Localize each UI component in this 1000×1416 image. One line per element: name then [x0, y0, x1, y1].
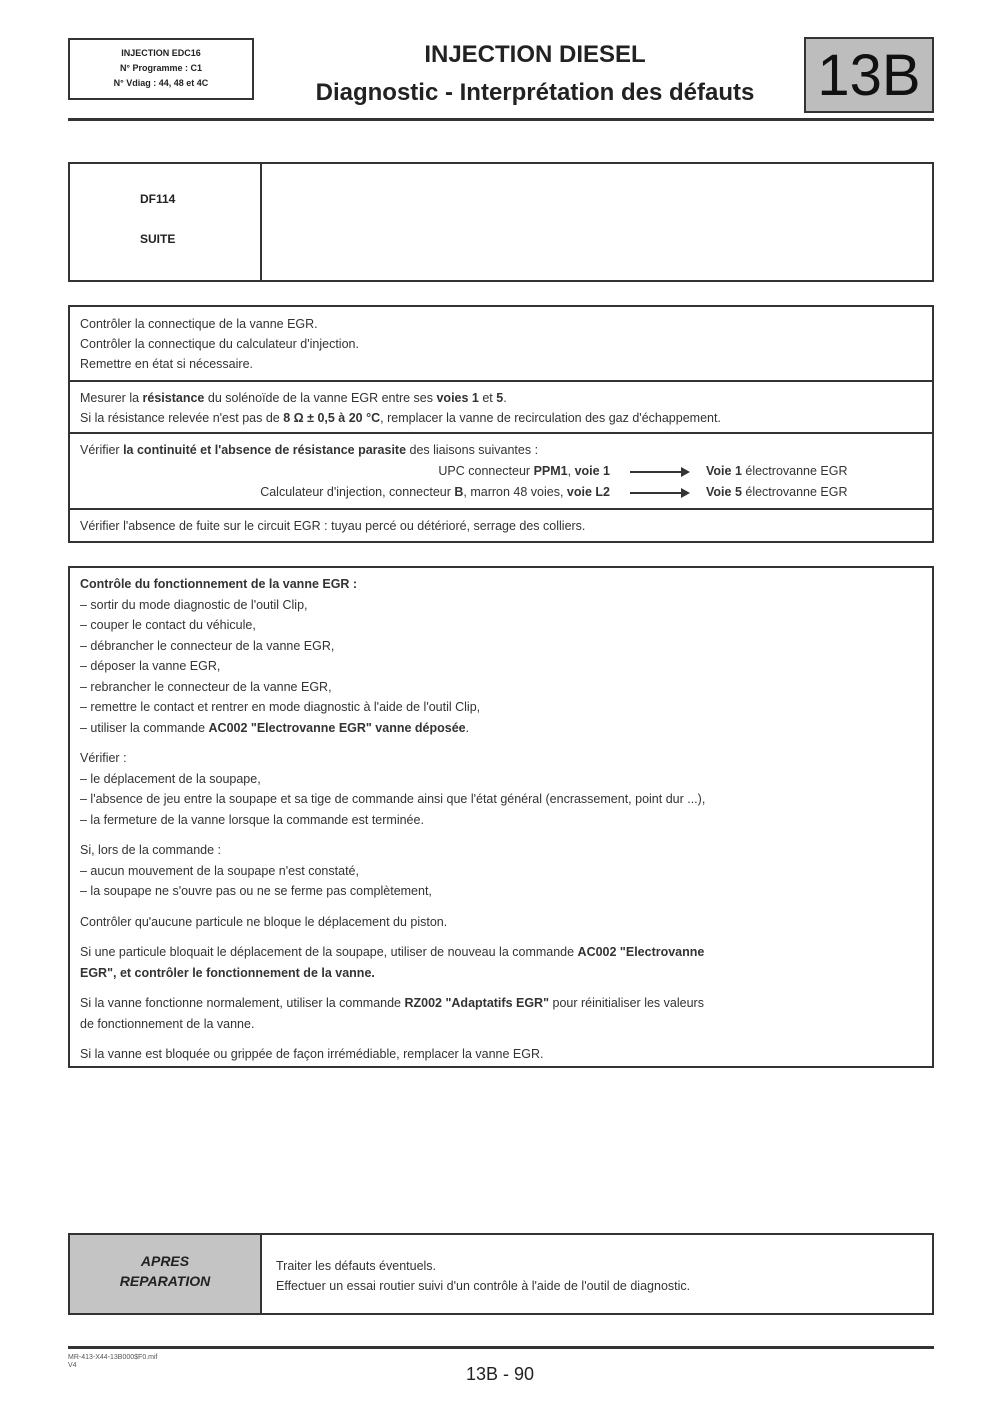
id-line: N° Programme : C1 [119, 63, 203, 73]
control-step: – sortir du mode diagnostic de l'outil Clip, [80, 597, 308, 612]
after-repair-label: APRES REPARATION [70, 1235, 260, 1313]
footer-reference: MR-413-X44-13B000$F0.mif V4 [68, 1354, 158, 1369]
leak-line: Vérifier l'absence de fuite sur le circuit EGR : tuyau percé ou détérioré, serrage des colliers. [80, 519, 586, 533]
if-heading: Si, lors de la commande : [80, 843, 222, 857]
link-source: UPC connecteur PPM1, voie 1 [438, 464, 610, 478]
control-heading: Contrôle du fonctionnement de la vanne EGR : [80, 577, 358, 591]
check-line: Remettre en état si nécessaire. [80, 357, 253, 371]
leak-section [70, 510, 932, 542]
fault-code: DF114 [140, 192, 176, 206]
link-target: Voie 1 électrovanne EGR [706, 464, 848, 478]
control-step: – utiliser la commande AC002 "Electrovanne EGR" vanne déposée. [80, 720, 470, 735]
retry-line: Si une particule bloquait le déplacement de la soupape, utiliser de nouveau la commande AC002 "Electrovanne [80, 945, 705, 959]
verify-heading: Vérifier : [80, 751, 127, 765]
continuity-intro: Vérifier la continuité et l'absence de résistance parasite des liaisons suivantes : [80, 443, 539, 457]
header-divider [68, 118, 934, 121]
resistance-line: Mesurer la résistance du solénoïde de la vanne EGR entre ses voies 1 et 5. [80, 391, 507, 405]
resistance-section [70, 382, 932, 434]
control-step: – débrancher le connecteur de la vanne EGR, [80, 638, 335, 653]
link-source: Calculateur d'injection, connecteur B, marron 48 voies, voie L2 [260, 485, 610, 499]
id-line: N° Vdiag : 44, 48 et 4C [113, 78, 209, 88]
resistance-spec-line: Si la résistance relevée n'est pas de 8 Ω ± 0,5 à 20 °C, remplacer la vanne de recirculation des gaz d'échappement. [80, 411, 721, 425]
verify-item: – l'absence de jeu entre la soupape et sa tige de commande ainsi que l'état général (encrassement, point dur ...), [80, 792, 706, 806]
page-number: 13B - 90 [465, 1364, 535, 1384]
fault-divider [260, 164, 262, 280]
check-line: Contrôler la connectique du calculateur d'injection. [80, 337, 359, 351]
id-line: INJECTION EDC16 [121, 48, 201, 58]
control-step: – rebrancher le connecteur de la vanne EGR, [80, 679, 332, 694]
normal-line: de fonctionnement de la vanne. [80, 1016, 255, 1031]
link-row [80, 482, 922, 503]
replace-line: Si la vanne est bloquée ou grippée de façon irrémédiable, remplacer la vanne EGR. [80, 1047, 544, 1061]
particle-line: Contrôler qu'aucune particule ne bloque le déplacement du piston. [80, 914, 448, 929]
if-item: – la soupape ne s'ouvre pas ou ne se ferme pas complètement, [80, 884, 432, 898]
normal-line: Si la vanne fonctionne normalement, utiliser la commande RZ002 "Adaptatifs EGR" pour réinitialiser les valeurs [80, 996, 704, 1010]
link-target: Voie 5 électrovanne EGR [706, 485, 848, 499]
arrow-icon [630, 492, 688, 494]
control-step: – déposer la vanne EGR, [80, 659, 221, 673]
after-repair-text [266, 1250, 926, 1302]
control-step: – remettre le contact et rentrer en mode diagnostic à l'aide de l'outil Clip, [80, 700, 481, 714]
arrow-icon [630, 471, 688, 473]
verify-item: – le déplacement de la soupape, [80, 771, 261, 786]
link-row [80, 461, 922, 482]
after-repair-line: Effectuer un essai routier suivi d'un contrôle à l'aide de l'outil de diagnostic. [276, 1279, 691, 1293]
section-badge: 13B [804, 37, 934, 113]
fault-suite: SUITE [140, 232, 176, 246]
document-id-box [68, 38, 254, 100]
after-repair-divider [260, 1235, 262, 1313]
continuity-section [70, 434, 932, 509]
control-step: – couper le contact du véhicule, [80, 618, 256, 632]
if-item: – aucun mouvement de la soupape n'est constaté, [80, 863, 359, 878]
check-line: Contrôler la connectique de la vanne EGR. [80, 317, 318, 331]
footer-divider [68, 1346, 934, 1349]
title: INJECTION DIESEL [424, 41, 646, 68]
connector-check-section [70, 308, 932, 380]
subtitle: Diagnostic - Interprétation des défauts [315, 79, 755, 106]
after-repair-line: Traiter les défauts éventuels. [276, 1259, 437, 1273]
fault-code-cell [70, 164, 260, 280]
page-title [270, 38, 800, 114]
retry-line: EGR", et contrôler le fonctionnement de la vanne. [80, 965, 375, 980]
verify-item: – la fermeture de la vanne lorsque la commande est terminée. [80, 812, 424, 827]
valve-control-content [70, 568, 932, 1071]
